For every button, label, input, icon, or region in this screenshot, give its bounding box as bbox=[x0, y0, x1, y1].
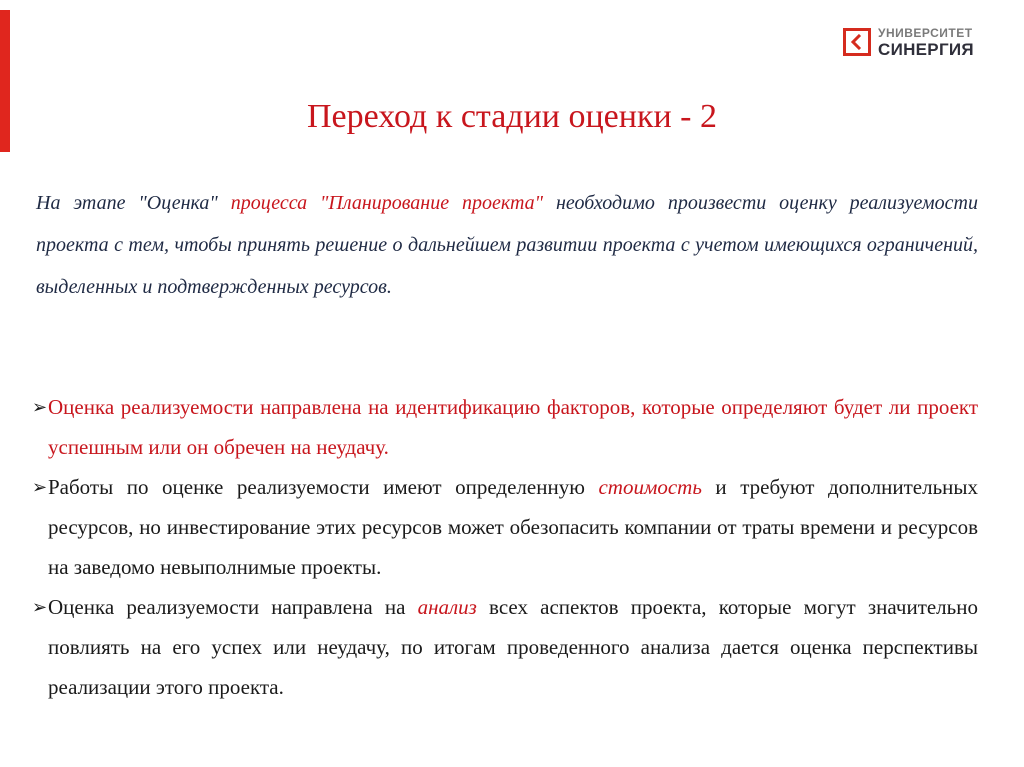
bullet-text-3-before: Оценка реализуемости направлена на bbox=[48, 595, 418, 619]
university-logo bbox=[843, 25, 974, 59]
slide-title: Переход к стадии оценки - 2 bbox=[307, 98, 717, 135]
bullet-text-1: Оценка реализуемости направлена на идентификацию факторов, которые определяют будет ли проект успешным или он обречен на неудачу. bbox=[48, 395, 978, 459]
arrow-bullet-icon: ➢ bbox=[32, 477, 48, 497]
bullet-item-3 bbox=[32, 587, 978, 707]
intro-part1: На этапе "Оценка" bbox=[36, 192, 231, 214]
bullet-item-1 bbox=[32, 387, 978, 467]
bullet-list bbox=[32, 387, 978, 707]
synergy-logo-icon bbox=[843, 28, 871, 56]
bullet-emphasis-cost: стоимость bbox=[598, 475, 702, 499]
bullet-emphasis-analysis: анализ bbox=[417, 595, 477, 619]
arrow-bullet-icon: ➢ bbox=[32, 597, 48, 617]
intro-process-name: процесса "Планирование проекта" bbox=[230, 192, 544, 214]
intro-part3: необходимо произвести оценку реализуемости проекта с тем, чтобы принять решение о дальнейшем развитии проекта с учетом имеющихся ограничений, выделенных и подтвержденных ресурсов. bbox=[36, 192, 978, 298]
bullet-text-2-after: и требуют дополнительных ресурсов, но инвестирование этих ресурсов может обезопасить компании от траты времени и ресурсов на заведомо невыполнимые проекты. bbox=[48, 475, 978, 579]
bullet-text-2-before: Работы по оценке реализуемости имеют определенную bbox=[48, 475, 599, 499]
intro-paragraph bbox=[36, 182, 978, 308]
arrow-bullet-icon: ➢ bbox=[32, 397, 48, 417]
logo-line2: СИНЕРГИЯ bbox=[878, 39, 974, 59]
bullet-item-2 bbox=[32, 467, 978, 587]
logo-line1: УНИВЕРСИТЕТ bbox=[878, 25, 973, 40]
bullet-text-3-after: всех аспектов проекта, которые могут значительно повлиять на его успех или неудачу, по итогам проведенного анализа дается оценка перспективы реализации этого проекта. bbox=[48, 595, 978, 699]
